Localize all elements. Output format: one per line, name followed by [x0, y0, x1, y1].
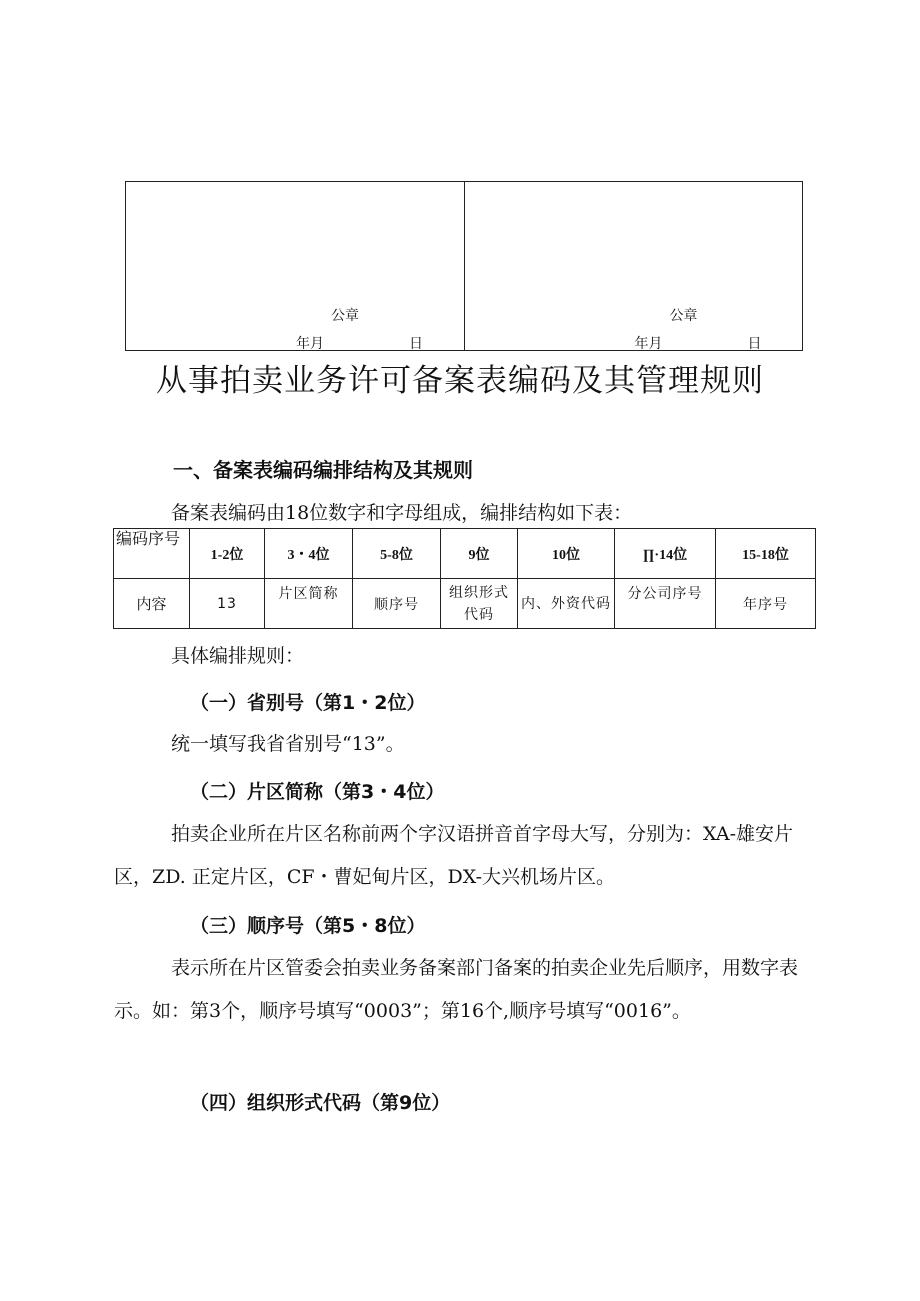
- subsection-text: 统一填写我省省别号“13”。: [171, 733, 405, 755]
- content-cell: 13: [190, 579, 265, 629]
- day-label: 日: [409, 336, 423, 352]
- content-cell: 分公司序号: [615, 579, 716, 629]
- seal-label: 公章: [669, 308, 698, 324]
- header-cell: 3・4位: [265, 529, 353, 579]
- day-label: 日: [747, 336, 762, 352]
- table-intro: 备案表编码由18位数字和字母组成，编排结构如下表：: [171, 502, 633, 524]
- content-cell: 顺序号: [353, 579, 441, 629]
- header-cell: 1-2位: [190, 529, 265, 579]
- subsection-text: 拍卖企业所在片区名称前两个字汉语拼音首字母大写，分别为：XA-雄安片区，ZD. 正定片区，CF・曹妃甸片区，DX-大兴机场片区。: [114, 823, 793, 888]
- seal-cell-right: [464, 182, 803, 350]
- subsection-text: 表示所在片区管委会拍卖业务备案部门备案的拍卖企业先后顺序，用数字表示。如：第3个，顺序号填写“0003”；第16个,顺序号填写“0016”。: [114, 957, 799, 1022]
- subsection-heading: （三）顺序号（第5・8位）: [190, 915, 426, 937]
- code-structure-table: [113, 528, 816, 629]
- content-cell: 片区简称: [265, 579, 353, 629]
- content-cell: 年序号: [716, 579, 816, 629]
- subsection-heading: （一）省别号（第1・2位）: [190, 692, 426, 714]
- header-cell: 5-8位: [353, 529, 441, 579]
- header-cell: 9位: [441, 529, 518, 579]
- section-heading: 一、备案表编码编排结构及其规则: [173, 458, 473, 482]
- header-cell: 15-18位: [716, 529, 816, 579]
- date-label: 年月: [296, 336, 324, 352]
- table-header-row: [114, 529, 816, 579]
- date-label: 年月: [634, 336, 663, 352]
- row-label: 内容: [114, 579, 190, 629]
- rules-intro: 具体编排规则：: [171, 645, 305, 667]
- header-cell: ∏·14位: [615, 529, 716, 579]
- table-content-row: [114, 579, 816, 629]
- subsection-heading: （二）片区简称（第3・4位）: [190, 781, 445, 803]
- seal-box: [125, 181, 803, 351]
- content-cell: 内、外资代码: [518, 579, 615, 629]
- header-cell: 10位: [518, 529, 615, 579]
- document-title: 从事拍卖业务许可备案表编码及其管理规则: [156, 363, 764, 399]
- subsection-heading: （四）组织形式代码（第9位）: [190, 1092, 451, 1114]
- seal-cell-left: [126, 182, 464, 350]
- seal-label: 公章: [331, 308, 359, 324]
- corner-label: 编码序号: [114, 529, 190, 579]
- content-cell: 组织形式代码: [441, 579, 518, 629]
